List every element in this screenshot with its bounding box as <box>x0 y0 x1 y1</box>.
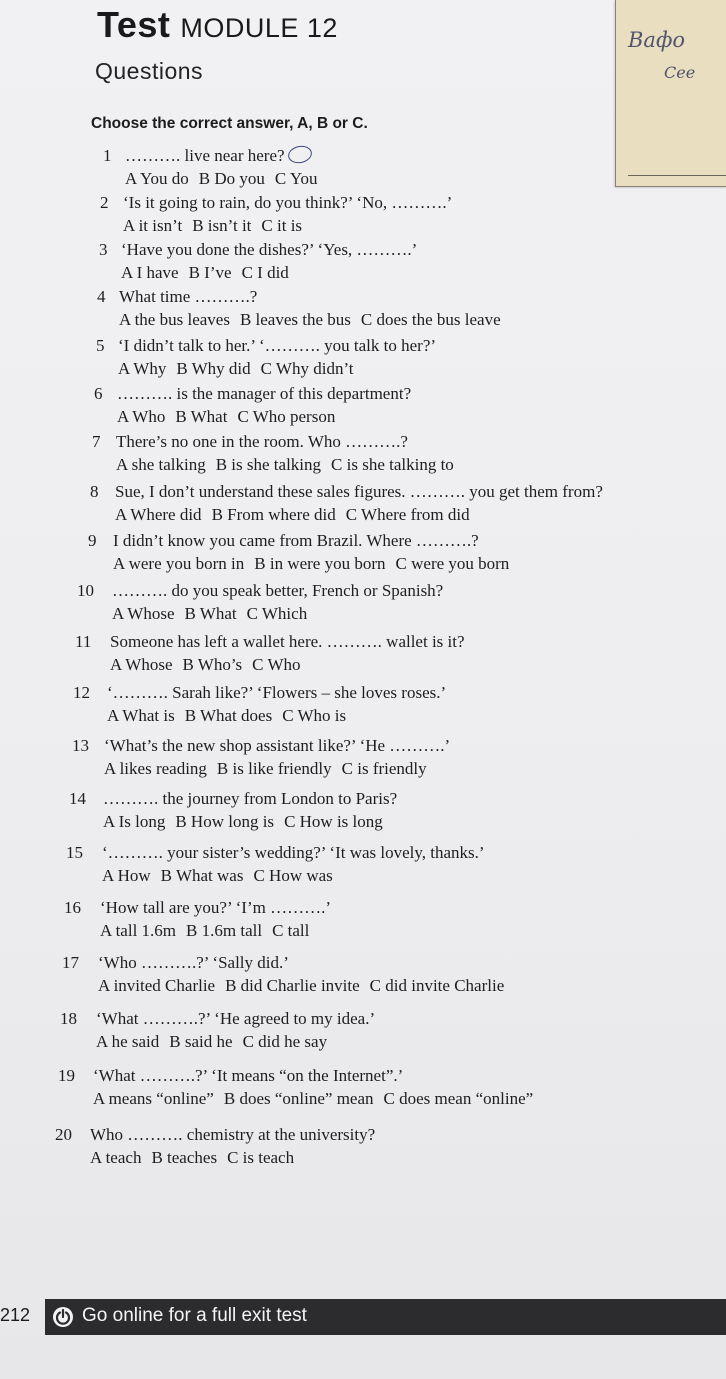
question-number: 10 <box>77 581 94 600</box>
answer-option-b: B said he <box>169 1032 233 1051</box>
note-divider <box>628 175 726 176</box>
question-number: 4 <box>97 287 106 306</box>
answer-option-c: C is she talking to <box>331 455 454 474</box>
answer-option-c: C were you born <box>395 554 510 573</box>
answer-option-a: A How <box>102 866 151 885</box>
answer-option-a: A she talking <box>116 455 206 474</box>
question-number: 18 <box>60 1009 77 1028</box>
question-stem: ‘I didn’t talk to her.’ ‘………. you talk to her?’ <box>118 336 437 355</box>
question-17 <box>62 953 514 996</box>
power-icon <box>53 1307 73 1327</box>
question-4 <box>97 287 511 330</box>
answer-option-a: A he said <box>96 1032 160 1051</box>
question-19 <box>58 1066 543 1109</box>
answer-option-c: C Who is <box>282 706 347 725</box>
question-number: 15 <box>66 843 83 862</box>
question-stem: I didn’t know you came from Brazil. Where ……….? <box>113 531 479 550</box>
answer-option-c: C does mean “online” <box>383 1089 534 1108</box>
answer-option-a: A invited Charlie <box>98 976 216 995</box>
question-number: 3 <box>99 240 108 259</box>
answer-option-b: B is she talking <box>215 455 322 474</box>
question-stem: ‘What ……….?’ ‘He agreed to my idea.’ <box>96 1009 376 1028</box>
instructions: Choose the correct answer, A, B or C. <box>91 115 368 132</box>
question-9 <box>88 531 519 574</box>
answer-option-a: A What is <box>107 706 175 725</box>
banner-text: Go online for a full exit test <box>82 1305 307 1326</box>
answer-option-c: C You <box>274 169 318 188</box>
question-number: 19 <box>58 1066 75 1085</box>
question-12 <box>73 683 446 726</box>
question-10 <box>77 581 443 624</box>
answer-option-c: C Which <box>246 604 308 623</box>
page-number: 212 <box>0 1305 31 1325</box>
answer-option-a: A likes reading <box>104 759 207 778</box>
answer-option-c: C Who <box>252 655 301 674</box>
answer-option-c: C I did <box>241 263 289 282</box>
answer-option-b: B How long is <box>175 812 275 831</box>
title-word: Test <box>97 4 171 45</box>
question-stem: ‘What ……….?’ ‘It means “on the Internet”.’ <box>93 1066 404 1085</box>
question-stem: ………. the journey from London to Paris? <box>103 789 398 808</box>
question-number: 14 <box>69 789 86 808</box>
answer-option-a: A teach <box>90 1148 142 1167</box>
answer-option-b: B isn’t it <box>192 216 252 235</box>
answer-option-b: B Who’s <box>182 655 243 674</box>
question-number: 5 <box>96 336 105 355</box>
answer-option-c: C Why didn’t <box>260 359 354 378</box>
answer-option-c: C tall <box>272 921 310 940</box>
answer-option-a: A tall 1.6m <box>100 921 177 940</box>
answer-option-b: B I’ve <box>188 263 232 282</box>
answer-option-b: B leaves the bus <box>239 310 351 329</box>
answer-option-a: A You do <box>125 169 189 188</box>
question-number: 8 <box>90 482 99 501</box>
question-stem: ‘Who ……….?’ ‘Sally did.’ <box>98 953 289 972</box>
answer-option-c: C did invite Charlie <box>369 976 505 995</box>
title-module: MODULE 12 <box>180 13 338 43</box>
question-stem: ‘………. your sister’s wedding?’ ‘It was lovely, thanks.’ <box>102 843 485 862</box>
answer-option-a: A Who <box>117 407 166 426</box>
question-7 <box>92 432 464 475</box>
answer-option-c: C did he say <box>242 1032 328 1051</box>
answer-option-b: B What <box>184 604 237 623</box>
question-stem: What time ……….? <box>119 287 258 306</box>
section-subtitle: Questions <box>95 58 204 84</box>
answer-option-a: A Whose <box>112 604 175 623</box>
question-15 <box>66 843 485 886</box>
sticky-note <box>615 0 726 187</box>
question-8 <box>90 482 603 525</box>
question-3 <box>99 240 417 283</box>
question-stem: ………. live near here? <box>125 146 285 165</box>
answer-option-a: A means “online” <box>93 1089 214 1108</box>
question-stem: Someone has left a wallet here. ………. wallet is it? <box>110 632 465 651</box>
question-stem: ‘What’s the new shop assistant like?’ ‘He ……….’ <box>104 736 451 755</box>
answer-option-b: B is like friendly <box>216 759 332 778</box>
question-number: 13 <box>72 736 89 755</box>
question-number: 6 <box>94 384 103 403</box>
answer-option-a: A were you born in <box>113 554 245 573</box>
answer-option-b: B 1.6m tall <box>186 921 263 940</box>
question-11 <box>75 632 465 675</box>
answer-option-a: A Why <box>118 359 167 378</box>
question-stem: ‘Is it going to rain, do you think?’ ‘No, ……….’ <box>123 193 453 212</box>
question-14 <box>69 789 397 832</box>
question-number: 20 <box>55 1125 72 1144</box>
answer-option-b: B does “online” mean <box>223 1089 374 1108</box>
question-stem: ‘Have you done the dishes?’ ‘Yes, ……….’ <box>121 240 418 259</box>
answer-option-b: B teaches <box>151 1148 218 1167</box>
question-6 <box>94 384 411 427</box>
question-number: 2 <box>100 193 109 212</box>
answer-option-b: B did Charlie invite <box>225 976 360 995</box>
question-stem: Who ………. chemistry at the university? <box>90 1125 376 1144</box>
question-stem: ‘How tall are you?’ ‘I’m ……….’ <box>100 898 331 917</box>
answer-option-c: C Where from did <box>345 505 470 524</box>
question-stem: There’s no one in the room. Who ……….? <box>116 432 408 451</box>
answer-option-b: B What does <box>184 706 273 725</box>
answer-option-c: C does the bus leave <box>360 310 501 329</box>
question-number: 9 <box>88 531 97 550</box>
answer-option-b: B Why did <box>176 359 251 378</box>
question-18 <box>60 1009 375 1052</box>
answer-option-b: B in were you born <box>254 554 386 573</box>
online-test-banner[interactable] <box>45 1299 726 1335</box>
answer-option-c: C How was <box>253 866 333 885</box>
question-number: 1 <box>103 146 112 165</box>
answer-option-b: B What was <box>160 866 244 885</box>
question-number: 12 <box>73 683 90 702</box>
handwritten-note-line-1: Вафо <box>628 28 686 52</box>
answer-option-c: C is friendly <box>341 759 427 778</box>
answer-option-b: B From where did <box>211 505 336 524</box>
question-number: 11 <box>75 632 92 651</box>
answer-option-a: A I have <box>121 263 179 282</box>
question-13 <box>72 736 450 779</box>
answer-option-a: A the bus leaves <box>119 310 230 329</box>
answer-option-a: A it isn’t <box>123 216 183 235</box>
handwritten-note-line-2: Сее <box>664 63 696 82</box>
question-number: 16 <box>64 898 81 917</box>
question-stem: ‘………. Sarah like?’ ‘Flowers – she loves roses.’ <box>107 683 447 702</box>
question-20 <box>55 1125 375 1168</box>
answer-option-c: C How is long <box>284 812 383 831</box>
question-number: 17 <box>62 953 79 972</box>
answer-option-a: A Where did <box>115 505 202 524</box>
answer-option-c: C it is <box>261 216 303 235</box>
answer-option-c: C Who person <box>237 407 336 426</box>
answer-option-b: B Do you <box>198 169 265 188</box>
question-stem: ………. is the manager of this department? <box>117 384 412 403</box>
question-16 <box>64 898 331 941</box>
page-title <box>97 4 338 46</box>
question-5 <box>96 336 436 379</box>
question-2 <box>100 193 452 236</box>
answer-option-a: A Whose <box>110 655 173 674</box>
answer-option-c: C is teach <box>227 1148 295 1167</box>
question-number: 7 <box>92 432 101 451</box>
answer-option-a: A Is long <box>103 812 166 831</box>
answer-option-b: B What <box>175 407 228 426</box>
question-stem: Sue, I don’t understand these sales figures. ………. you get them from? <box>115 482 603 501</box>
question-stem: ………. do you speak better, French or Spanish? <box>112 581 444 600</box>
